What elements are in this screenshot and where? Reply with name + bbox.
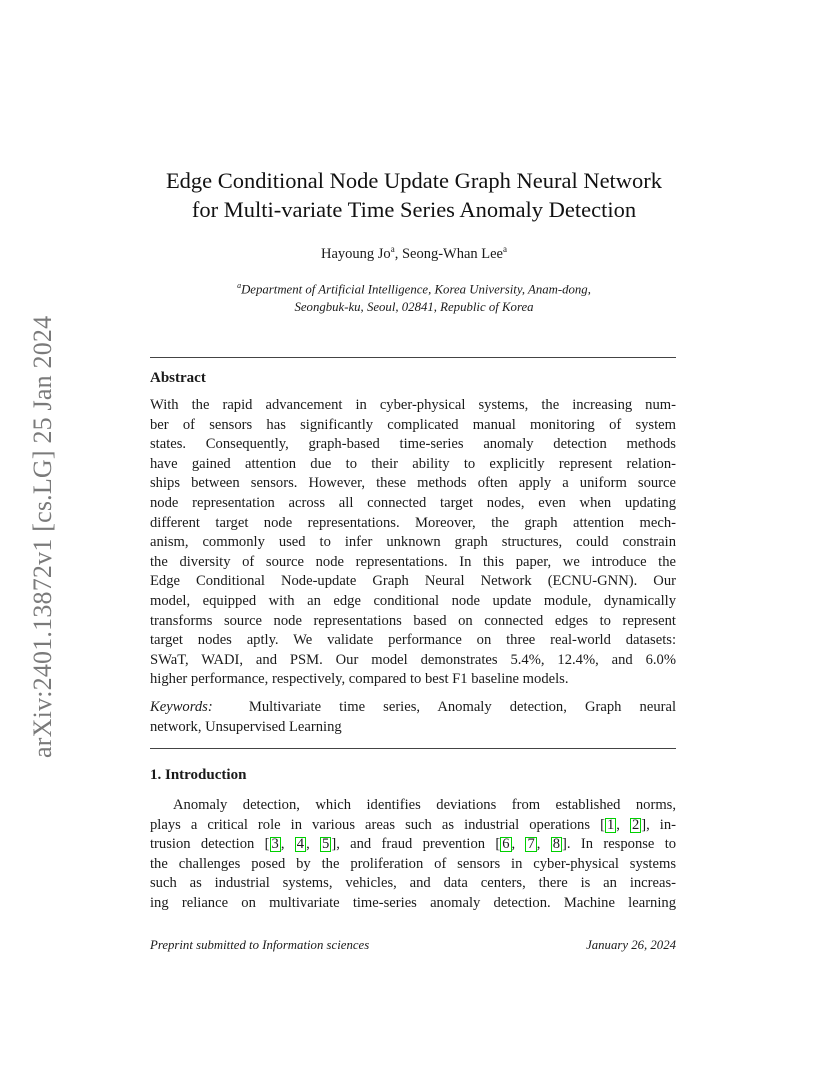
abstract-line: ships between sensors. However, these methods often apply a uniform source: [150, 475, 676, 492]
affiliation-line-2: Seongbuk-ku, Seoul, 02841, Republic of Korea: [294, 300, 534, 315]
introduction-body: [150, 796, 676, 914]
keywords-line-1: Multivariate time series, Anomaly detection, Graph neural: [248, 699, 677, 715]
intro-line: ing reliance on multivariate time-series anomaly detection. Machine learning: [150, 894, 676, 911]
abstract-line: node representation across all connected target nodes, even when updating: [150, 494, 676, 511]
affiliation-line-1: Department of Artificial Intelligence, Korea University, Anam-dong,: [241, 282, 591, 297]
abstract-line: anism, commonly used to infer unknown graph structures, could constrain: [150, 534, 676, 551]
affiliation: [110, 277, 718, 316]
citation-link[interactable]: 8: [552, 836, 561, 853]
citation-link[interactable]: 2: [631, 816, 640, 833]
keywords-line-2: network, Unsupervised Learning: [150, 718, 342, 735]
intro-line: such as industrial systems, vehicles, and data centers, there is an increas-: [150, 875, 676, 892]
author-name: Seong-Whan Lee: [401, 245, 503, 262]
footer-submission-note: Preprint submitted to Information sciences: [150, 938, 370, 952]
title-line-2: for Multi-variate Time Series Anomaly Detection: [191, 197, 637, 222]
author-affiliation-mark: a: [390, 244, 395, 254]
keywords: [150, 698, 676, 737]
abstract-line: states. Consequently, graph-based time-series anomaly detection methods: [150, 436, 676, 453]
arxiv-identifier-stamp: arXiv:2401.13872v1 [cs.LG] 25 Jan 2024: [28, 315, 57, 758]
footer-date: January 26, 2024: [586, 938, 676, 952]
citation-link[interactable]: 5: [322, 836, 330, 853]
citation-link[interactable]: 4: [296, 836, 305, 853]
intro-line: the challenges posed by the proliferation of sensors in cyber-physical systems: [150, 855, 676, 872]
intro-line: Anomaly detection, which identifies deviations from established norms,: [173, 797, 676, 813]
abstract-line: Edge Conditional Node-update Graph Neural Network (ECNU-GNN). Our: [150, 573, 676, 590]
abstract-line: target nodes aptly. We validate performance on three real-world datasets:: [150, 632, 676, 649]
citation-link[interactable]: 3: [271, 836, 279, 853]
abstract-line: the diversity of source node representations. In this paper, we introduce the: [150, 553, 676, 570]
bottom-divider: [150, 748, 676, 749]
abstract-line: With the rapid advancement in cyber-physical systems, the increasing num-: [150, 397, 676, 413]
author-separator: ,: [394, 245, 402, 262]
abstract-line: model, equipped with an edge conditional node update module, dynamically: [150, 592, 676, 609]
citation-link[interactable]: 6: [502, 836, 510, 853]
affiliation-mark: a: [237, 281, 242, 290]
citation-link[interactable]: 7: [527, 836, 535, 853]
abstract-line: SWaT, WADI, and PSM. Our model demonstrates 5.4%, 12.4%, and 6.0%: [150, 651, 676, 668]
abstract-line: transforms source node representations based on connected edges to represent: [150, 612, 676, 629]
paper-title: [110, 166, 718, 224]
author-name: Hayoung Jo: [321, 245, 391, 262]
top-divider: [150, 357, 676, 358]
intro-line: plays a critical role in various areas such as industrial operations [ 1 , 2 ], in-: [150, 816, 676, 833]
intro-line: trusion detection [ 3 , 4 , 5 ], and fraud prevention [ 6 , 7 , 8 ]. In response to: [150, 836, 677, 853]
citation-link[interactable]: 1: [606, 816, 615, 833]
abstract-line: ber of sensors has significantly complicated manual monitoring of system: [150, 416, 676, 433]
abstract-body: [150, 396, 676, 690]
keywords-label: Keywords:: [150, 699, 213, 715]
abstract-line: have gained attention due to their ability to explicitly represent relation-: [150, 455, 676, 472]
abstract-line: higher performance, respectively, compared to best F1 baseline models.: [150, 671, 569, 688]
author-affiliation-mark: a: [503, 244, 507, 254]
abstract-line: different target node representations. Moreover, the graph attention mech-: [150, 514, 676, 531]
author-list: [110, 244, 718, 263]
title-line-1: Edge Conditional Node Update Graph Neural Network: [165, 168, 663, 193]
section-heading-introduction: 1. Introduction: [150, 767, 247, 783]
abstract-heading: Abstract: [150, 370, 206, 386]
